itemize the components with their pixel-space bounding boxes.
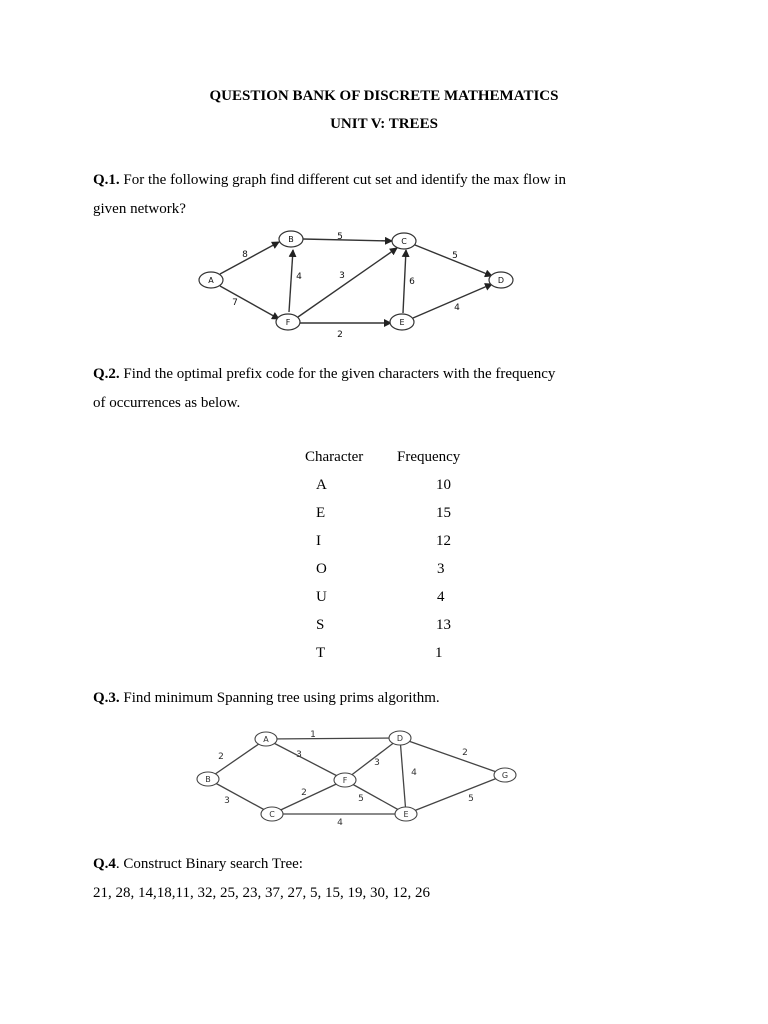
spanning-tree-graph bbox=[195, 725, 525, 830]
question-3 bbox=[93, 684, 613, 713]
edge-a-b bbox=[208, 739, 266, 779]
question-1-label: Q.1. bbox=[93, 172, 120, 188]
table-header-character: Character bbox=[305, 449, 364, 465]
table-cell-freq: 15 bbox=[436, 505, 451, 521]
question-4 bbox=[93, 850, 653, 908]
edge-a-f bbox=[220, 286, 279, 319]
question-4-text: . Construct Binary search Tree: bbox=[115, 856, 303, 872]
weight-c-d: 5 bbox=[452, 251, 458, 261]
weight-e-g: 5 bbox=[468, 794, 474, 804]
question-4-label: Q.4 bbox=[93, 856, 116, 872]
table-header-frequency: Frequency bbox=[397, 449, 461, 465]
table-cell-freq: 13 bbox=[436, 617, 451, 633]
question-4-sequence: 21, 28, 14,18,11, 32, 25, 23, 37, 27, 5, 15, 19, 30, 12, 26 bbox=[93, 885, 430, 901]
flow-network-graph bbox=[195, 228, 525, 343]
edge-e-g bbox=[406, 775, 505, 814]
table-cell-char: S bbox=[316, 617, 325, 633]
edge-c-f bbox=[272, 780, 345, 814]
weight-a-f: 7 bbox=[232, 298, 238, 308]
node-a-label: A bbox=[263, 735, 269, 744]
node-f-label: F bbox=[285, 318, 291, 327]
page-title: QUESTION BANK OF DISCRETE MATHEMATICS bbox=[209, 88, 559, 104]
weight-a-b: 2 bbox=[218, 752, 224, 762]
weight-f-e: 5 bbox=[358, 794, 364, 804]
table-cell-char: E bbox=[316, 505, 326, 521]
question-2-label: Q.2. bbox=[93, 366, 120, 382]
weight-a-f: 3 bbox=[296, 750, 302, 760]
question-2 bbox=[93, 360, 613, 418]
table-cell-freq: 12 bbox=[436, 533, 451, 549]
question-2-line1: Find the optimal prefix code for the given characters with the frequency bbox=[123, 366, 556, 382]
edge-a-f bbox=[266, 739, 345, 780]
table-cell-char: A bbox=[316, 477, 327, 493]
weight-a-d: 1 bbox=[310, 730, 316, 740]
edge-e-d bbox=[413, 284, 492, 318]
weight-b-c: 3 bbox=[224, 796, 230, 806]
question-1-line2: given network? bbox=[93, 201, 186, 217]
weight-d-g: 2 bbox=[462, 748, 468, 758]
node-b-label: B bbox=[288, 235, 294, 244]
edge-d-e bbox=[400, 738, 406, 814]
table-cell-char: I bbox=[316, 533, 321, 549]
table-cell-freq: 1 bbox=[435, 645, 443, 661]
weight-e-d: 4 bbox=[454, 303, 460, 313]
node-g-label: G bbox=[501, 771, 509, 780]
node-b-label: B bbox=[205, 775, 211, 784]
weight-e-c: 6 bbox=[409, 277, 415, 287]
weight-c-e: 4 bbox=[337, 818, 343, 828]
edge-e-c bbox=[403, 250, 406, 313]
node-d-label: D bbox=[396, 734, 404, 743]
weight-c-f: 2 bbox=[301, 788, 307, 798]
edge-b-c bbox=[303, 239, 392, 241]
node-c-label: C bbox=[401, 237, 407, 246]
table-cell-freq: 3 bbox=[437, 561, 445, 577]
weight-f-d: 3 bbox=[374, 758, 380, 768]
unit-title: UNIT V: TREES bbox=[330, 116, 438, 132]
weight-a-b: 8 bbox=[242, 250, 248, 260]
weight-f-b: 4 bbox=[296, 272, 302, 282]
edge-f-c bbox=[298, 248, 397, 317]
question-1 bbox=[93, 166, 613, 224]
table-cell-char: U bbox=[316, 589, 327, 605]
question-1-line1: For the following graph find different cut set and identify the max flow in bbox=[123, 172, 566, 188]
edge-f-e bbox=[345, 780, 406, 814]
table-cell-char: T bbox=[316, 645, 326, 661]
edge-a-b bbox=[220, 242, 279, 274]
weight-d-e: 4 bbox=[411, 768, 417, 778]
weight-b-c: 5 bbox=[337, 232, 343, 242]
table-cell-freq: 10 bbox=[436, 477, 451, 493]
node-d-label: D bbox=[497, 276, 505, 285]
weight-f-e: 2 bbox=[337, 330, 343, 340]
table-cell-char: O bbox=[316, 561, 327, 577]
question-3-label: Q.3. bbox=[93, 690, 120, 706]
question-3-text: Find minimum Spanning tree using prims algorithm. bbox=[123, 690, 440, 706]
weight-f-c: 3 bbox=[339, 271, 345, 281]
edge-f-d bbox=[345, 738, 400, 780]
edge-a-d bbox=[266, 738, 400, 739]
edge-b-c bbox=[208, 779, 272, 814]
node-f-label: F bbox=[342, 776, 348, 785]
node-e-label: E bbox=[403, 810, 409, 819]
node-a-label: A bbox=[208, 276, 214, 285]
node-e-label: E bbox=[399, 318, 405, 327]
node-c-label: C bbox=[269, 810, 275, 819]
edge-f-b bbox=[289, 250, 293, 312]
table-cell-freq: 4 bbox=[437, 589, 445, 605]
question-2-line2: of occurrences as below. bbox=[93, 395, 241, 411]
